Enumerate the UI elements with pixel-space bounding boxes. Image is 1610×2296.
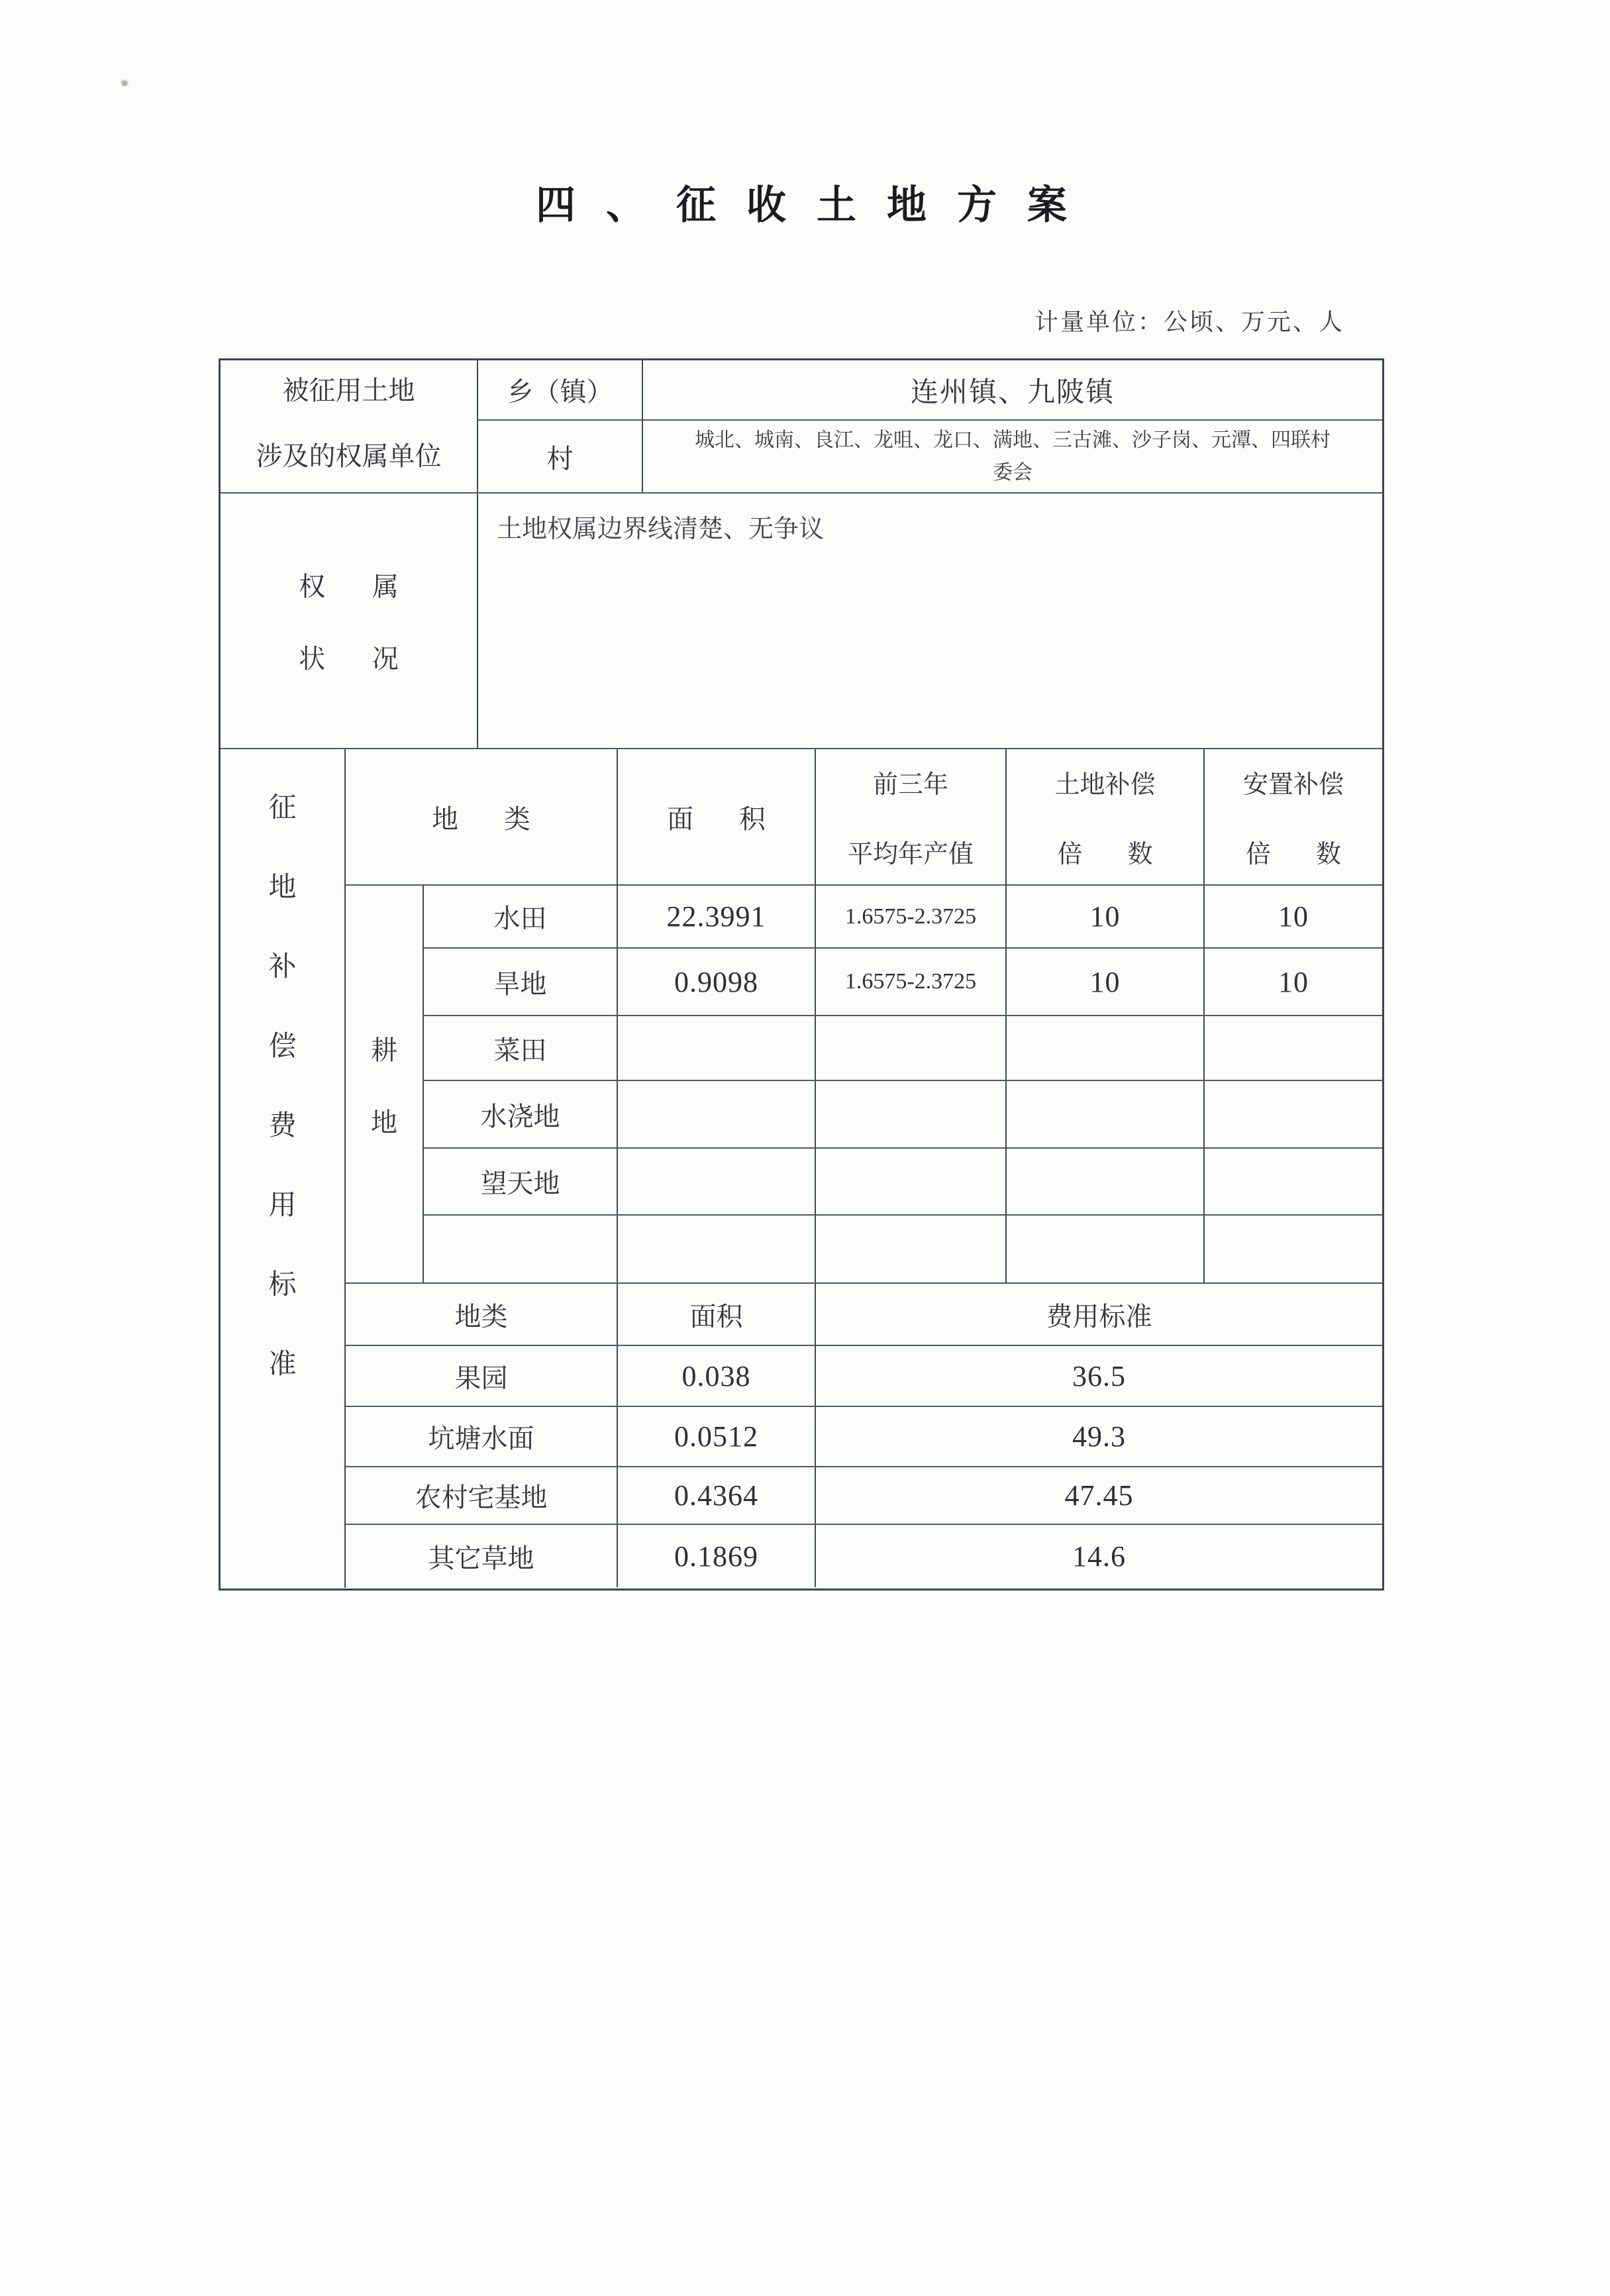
row-rainfed-resettle-multiple — [1204, 1148, 1382, 1215]
land-acquisition-plan-table — [219, 358, 1384, 1591]
cultivated-char-1: 耕 — [371, 1035, 397, 1066]
village-value-cell — [642, 420, 1382, 493]
row-rainfed-land-multiple — [1006, 1148, 1204, 1215]
row-vegetable-aaov — [815, 1016, 1006, 1080]
row-blank-aaov — [815, 1215, 1006, 1283]
measurement-unit-note: 计量单位：公顷、万元、人 — [1034, 309, 1344, 336]
compensation-tables — [346, 749, 1382, 1588]
row-irrigated-type: 水浇地 — [423, 1080, 617, 1148]
row-paddy-land-multiple: 10 — [1006, 885, 1204, 948]
side-char-7: 标 — [268, 1268, 297, 1300]
tenure-label-line2: 状 况 — [299, 644, 399, 674]
page-title: 四、征收土地方案 — [536, 182, 1097, 229]
header-resettle-multiple-line2: 倍 数 — [1245, 839, 1342, 868]
row-irrigated-area — [617, 1080, 815, 1148]
side-char-3: 补 — [268, 950, 297, 982]
header-land-multiple-line1: 土地补偿 — [1054, 770, 1156, 799]
row-homestead-area: 0.4364 — [617, 1467, 815, 1524]
side-char-2: 地 — [268, 870, 297, 903]
cultivated-land-group-cell — [346, 885, 423, 1283]
fees-header-fee: 费用标准 — [815, 1284, 1382, 1345]
row-pond-area: 0.0512 — [617, 1406, 815, 1467]
side-char-5: 费 — [268, 1109, 297, 1141]
row-orchard-fee: 36.5 — [815, 1345, 1382, 1406]
row-dry-resettle-multiple: 10 — [1204, 948, 1382, 1016]
village-list: 城北、城南、良江、龙咀、龙口、满地、三古滩、沙子岗、元潭、四联村委会 — [695, 428, 1331, 484]
row-blank-type — [423, 1215, 617, 1283]
row-dry-land-multiple: 10 — [1006, 948, 1204, 1016]
row-vegetable-land-multiple — [1006, 1016, 1204, 1080]
row-pond-fee: 49.3 — [815, 1406, 1382, 1467]
side-char-6: 用 — [268, 1188, 297, 1221]
row-pond-type: 坑塘水面 — [346, 1406, 617, 1467]
row-orchard-type: 果园 — [346, 1345, 617, 1406]
header-aaov-line1: 前三年 — [872, 770, 948, 799]
township-label-cell: 乡（镇） — [478, 360, 642, 420]
row-blank-resettle-multiple — [1204, 1215, 1382, 1283]
row-homestead-type: 农村宅基地 — [346, 1467, 617, 1524]
multiples-table — [346, 749, 1382, 1284]
header-resettle-multiple-line1: 安置补偿 — [1242, 770, 1344, 799]
row-rainfed-aaov — [815, 1148, 1006, 1215]
affected-units-label-cell — [221, 360, 478, 493]
compensation-standards-section — [221, 748, 1382, 1588]
row-orchard-area: 0.038 — [617, 1345, 815, 1406]
side-char-4: 偿 — [268, 1029, 297, 1062]
row-blank-land-multiple — [1006, 1215, 1204, 1283]
cultivated-char-2: 地 — [371, 1107, 397, 1138]
header-resettle-multiple — [1204, 749, 1382, 885]
affected-units-label-line1: 被征用土地 — [282, 375, 415, 406]
header-land-multiple-line2: 倍 数 — [1057, 839, 1153, 868]
row-dry-type: 旱地 — [423, 948, 617, 1016]
row-grassland-area: 0.1869 — [617, 1524, 815, 1587]
tenure-label-line1: 权 属 — [299, 572, 399, 602]
row-rainfed-type: 望天地 — [423, 1148, 617, 1215]
row-blank-area — [617, 1215, 815, 1283]
row-vegetable-type: 菜田 — [423, 1016, 617, 1080]
row-grassland-type: 其它草地 — [346, 1524, 617, 1587]
row-paddy-aaov: 1.6575-2.3725 — [815, 885, 1006, 948]
row-grassland-fee: 14.6 — [815, 1524, 1382, 1587]
row-vegetable-area — [617, 1016, 815, 1080]
row-dry-aaov: 1.6575-2.3725 — [815, 948, 1006, 1016]
affected-units-label-line2: 涉及的权属单位 — [256, 441, 442, 472]
row-vegetable-resettle-multiple — [1204, 1016, 1382, 1080]
row-irrigated-land-multiple — [1006, 1080, 1204, 1148]
side-char-1: 征 — [268, 791, 297, 823]
header-area: 面 积 — [617, 749, 815, 885]
side-char-8: 准 — [268, 1347, 297, 1380]
compensation-standard-side-label — [221, 749, 346, 1588]
township-value-cell: 连州镇、九陂镇 — [642, 360, 1382, 420]
scan-speck — [121, 80, 128, 86]
row-irrigated-resettle-multiple — [1204, 1080, 1382, 1148]
row-paddy-area: 22.3991 — [617, 885, 815, 948]
header-land-type: 地 类 — [346, 749, 617, 885]
row-paddy-type: 水田 — [423, 885, 617, 948]
fees-header-land-type: 地类 — [346, 1284, 617, 1345]
header-land-multiple — [1006, 749, 1204, 885]
fees-table — [346, 1284, 1382, 1587]
row-homestead-fee: 47.45 — [815, 1467, 1382, 1524]
tenure-status-label-cell — [221, 493, 478, 748]
village-label-cell: 村 — [478, 420, 642, 493]
header-aaov-line2: 平均年产值 — [847, 839, 974, 868]
ownership-units-table — [221, 360, 1382, 748]
row-dry-area: 0.9098 — [617, 948, 815, 1016]
tenure-status-value-cell: 土地权属边界线清楚、无争议 — [478, 493, 1382, 748]
fees-header-area: 面积 — [617, 1284, 815, 1345]
row-paddy-resettle-multiple: 10 — [1204, 885, 1382, 948]
header-aaov — [815, 749, 1006, 885]
row-rainfed-area — [617, 1148, 815, 1215]
row-irrigated-aaov — [815, 1080, 1006, 1148]
